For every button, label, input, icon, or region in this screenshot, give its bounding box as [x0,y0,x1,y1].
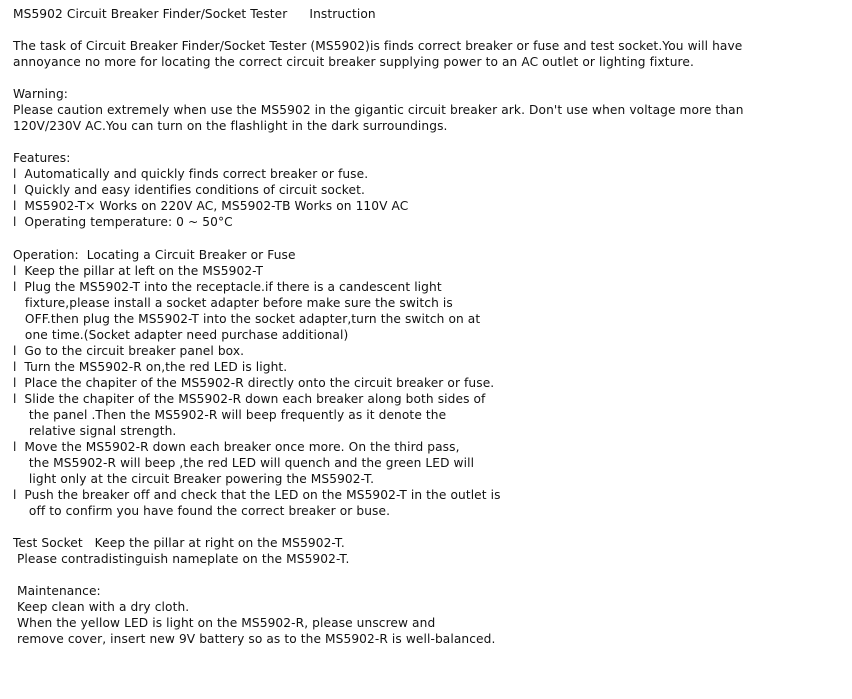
feature-item: l Quickly and easy identifies conditions of circuit socket. [13,183,365,197]
features-heading: Features: [13,151,71,165]
warning-line: 120V/230V AC.You can turn on the flashlight in the dark surroundings. [13,119,448,133]
test-socket-line: Test Socket Keep the pillar at right on the MS5902-T. [13,536,345,550]
operation-line: l Move the MS5902-R down each breaker once more. On the third pass, [13,440,460,454]
operation-line: l Go to the circuit breaker panel box. [13,344,245,358]
operation-line: light only at the circuit Breaker powering the MS5902-T. [13,472,375,486]
title-label: Instruction [309,7,376,21]
operation-line: relative signal strength. [13,424,177,438]
operation-line: l Turn the MS5902-R on,the red LED is light. [13,360,288,374]
operation-line: one time.(Socket adapter need purchase additional) [13,328,349,342]
warning-line: Please caution extremely when use the MS5902 in the gigantic circuit breaker ark. Don't use when voltage more than [13,103,744,117]
feature-item: l Operating temperature: 0 ~ 50°C [13,215,233,229]
intro-line: The task of Circuit Breaker Finder/Socket Tester (MS5902)is finds correct breaker or fuse and test socket.You will have [13,39,743,53]
maintenance-line: When the yellow LED is light on the MS5902-R, please unscrew and [13,616,436,630]
intro-line: annoyance no more for locating the correct circuit breaker supplying power to an AC outlet or lighting fixture. [13,55,694,69]
operation-line: off to confirm you have found the correct breaker or buse. [13,504,391,518]
test-socket-line: Please contradistinguish nameplate on the MS5902-T. [13,552,350,566]
maintenance-heading: Maintenance: [13,584,101,598]
operation-line: OFF.then plug the MS5902-T into the socket adapter,turn the switch on at [13,312,481,326]
page-title [13,6,376,22]
operation-line: l Slide the chapiter of the MS5902-R down each breaker along both sides of [13,392,486,406]
maintenance-line: Keep clean with a dry cloth. [13,600,190,614]
operation-line: l Push the breaker off and check that the LED on the MS5902-T in the outlet is [13,488,501,502]
feature-item: l MS5902-T× Works on 220V AC, MS5902-TB Works on 110V AC [13,199,409,213]
operation-line: fixture,please install a socket adapter before make sure the switch is [13,296,453,310]
operation-line: the panel .Then the MS5902-R will beep frequently as it denote the [13,408,447,422]
warning-heading: Warning: [13,87,69,101]
title-product-name: MS5902 Circuit Breaker Finder/Socket Tester [13,7,288,21]
operation-line: the MS5902-R will beep ,the red LED will quench and the green LED will [13,456,475,470]
operation-line: l Place the chapiter of the MS5902-R directly onto the circuit breaker or fuse. [13,376,495,390]
operation-line: l Keep the pillar at left on the MS5902-T [13,264,264,278]
operation-heading: Operation: Locating a Circuit Breaker or Fuse [13,248,296,262]
maintenance-line: remove cover, insert new 9V battery so as to the MS5902-R is well-balanced. [13,632,496,646]
feature-item: l Automatically and quickly finds correct breaker or fuse. [13,167,369,181]
operation-line: l Plug the MS5902-T into the receptacle.if there is a candescent light [13,280,442,294]
